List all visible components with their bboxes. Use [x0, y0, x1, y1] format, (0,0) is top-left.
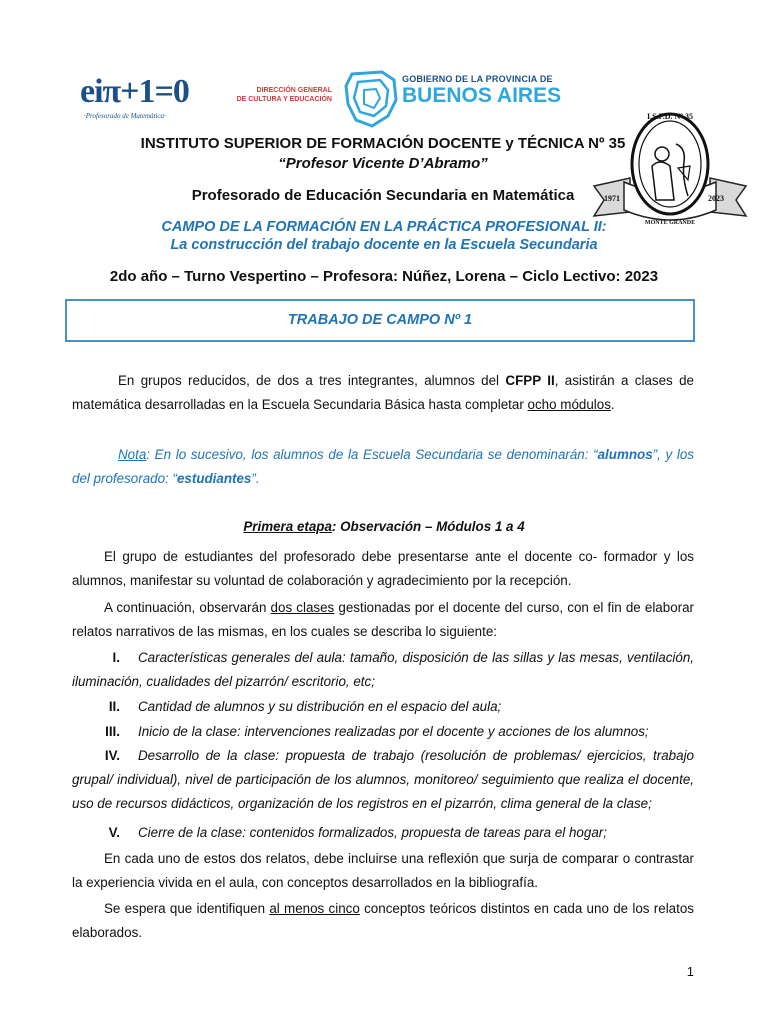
- list-text: Cantidad de alumnos y su distribución en el espacio del aula;: [138, 699, 502, 714]
- dgce-logo: [222, 86, 332, 104]
- p2-text-a: A continuación, observarán: [104, 600, 271, 615]
- campo-title: CAMPO DE LA FORMACIÓN EN LA PRÁCTICA PROFESIONAL II:: [161, 219, 607, 235]
- gba-line-1: GOBIERNO DE LA PROVINCIA DE: [402, 74, 553, 84]
- paragraph-presentacion: El grupo de estudiantes del profesorado debe presentarse ante el docente co- formador y los alumnos, manifestar su voluntad de colaboración y agradecimiento por la recepción.: [72, 549, 694, 588]
- paragraph-conceptos: [72, 897, 694, 945]
- intro-text-a: En grupos reducidos, de dos a tres integrantes, alumnos del: [118, 373, 506, 388]
- list-text: Características generales del aula: tamaño, disposición de las sillas y las mesas, ventilación, iluminación, cualidades del pizarrón/ escritorio, etc;: [72, 650, 694, 689]
- institute-patron: “Profesor Vicente D’Abramo”: [278, 155, 488, 172]
- estudiantes-term: estudiantes: [176, 471, 252, 486]
- list-text: Desarrollo de la clase: propuesta de trabajo (resolución de problemas/ ejercicios, trabajo grupal/ individual), nivel de participación de los alumnos, monitoreo/ seguimiento que realiza el docente, uso de recursos didácticos, organización de los registros en el pizarrón, clima general de la clase;: [72, 748, 694, 811]
- p4-text-c: conceptos teóricos distintos en cada uno de los relatos elaborados.: [72, 901, 694, 940]
- primera-etapa-heading: [0, 519, 768, 534]
- page-number: 1: [686, 964, 694, 979]
- etapa-rest: : Observación – Módulos 1 a 4: [331, 519, 525, 534]
- etapa-label: Primera etapa: [243, 519, 332, 534]
- intro-paragraph: [72, 369, 694, 417]
- list-item: [72, 744, 694, 816]
- p2-text-c: gestionadas por el docente del curso, con el fin de elaborar relatos narrativos de las mismas, en los cuales se describa lo siguiente:: [72, 600, 695, 639]
- cfpp-term: CFPP II: [505, 373, 555, 388]
- list-text: Cierre de la clase: contenidos formalizados, propuesta de tareas para el hogar;: [138, 825, 607, 840]
- list-number: I.: [112, 650, 120, 665]
- trabajo-de-campo-title: TRABAJO DE CAMPO Nº 1: [287, 312, 473, 328]
- list-item: [72, 720, 694, 744]
- program-title: Profesorado de Educación Secundaria en Matemática: [191, 187, 575, 204]
- intro-text-e: .: [610, 397, 615, 412]
- paragraph-reflexion: En cada uno de estos dos relatos, debe incluirse una reflexión que surja de comparar o contrastar la experiencia vivida en el aula, con conceptos desarrollados en la bibliografía.: [72, 851, 694, 890]
- list-number: IV.: [104, 748, 120, 763]
- al-menos-cinco: al menos cinco: [269, 901, 360, 916]
- list-number: III.: [105, 724, 120, 739]
- dos-clases: dos clases: [270, 600, 335, 615]
- logo-caption: ·Profesorado de Matemática·: [84, 112, 166, 120]
- p4-text-a: Se espera que identifiquen: [104, 901, 270, 916]
- list-text: Inicio de la clase: intervenciones realizadas por el docente y acciones de los alumnos;: [138, 724, 649, 739]
- intro-text-c: , asistirán a clases de matemática desarrolladas en la Escuela Secundaria Básica hasta completar: [72, 373, 694, 412]
- nota-text-c: ”, y los del profesorado: “: [72, 447, 695, 486]
- nota-text-a: : En lo sucesivo, los alumnos de la Escuela Secundaria se denominarán: “: [146, 447, 598, 462]
- dgce-line-1: DIRECCIÓN GENERAL: [256, 87, 332, 94]
- ocho-modulos: ocho módulos: [527, 397, 611, 412]
- seal-year-left: 1971: [604, 194, 620, 203]
- profesorado-matematica-logo: [80, 72, 190, 128]
- seal-year-right: 2023: [708, 194, 724, 203]
- logo-formula: eiπ+1=0: [80, 73, 189, 110]
- alumnos-term: alumnos: [597, 447, 653, 462]
- dgce-line-2: DE CULTURA Y EDUCACIÓN: [236, 96, 332, 103]
- gba-line-2: BUENOS AIRES: [402, 84, 562, 107]
- seal-bottom-text: MONTE GRANDE: [644, 220, 696, 226]
- paragraph-continuacion: [72, 596, 694, 644]
- trabajo-de-campo-box: [65, 299, 695, 342]
- course-info: 2do año – Turno Vespertino – Profesora: Núñez, Lorena – Ciclo Lectivo: 2023: [109, 268, 659, 285]
- list-number: II.: [108, 699, 120, 714]
- campo-subtitle: La construcción del trabajo docente en la Escuela Secundaria: [170, 237, 598, 253]
- nota-text-e: ”.: [251, 471, 260, 486]
- list-item: [72, 646, 694, 694]
- nota-paragraph: [72, 443, 694, 491]
- list-item: [72, 821, 694, 845]
- seal-top-text: I.S.F.D. Nº 35: [647, 112, 693, 121]
- gba-logo: [402, 74, 582, 108]
- nota-label: Nota: [118, 447, 147, 462]
- provincia-map-icon: [342, 70, 400, 128]
- list-number: V.: [108, 825, 120, 840]
- institute-name: INSTITUTO SUPERIOR DE FORMACIÓN DOCENTE y TÉCNICA Nº 35: [140, 135, 626, 152]
- list-item: [72, 695, 694, 719]
